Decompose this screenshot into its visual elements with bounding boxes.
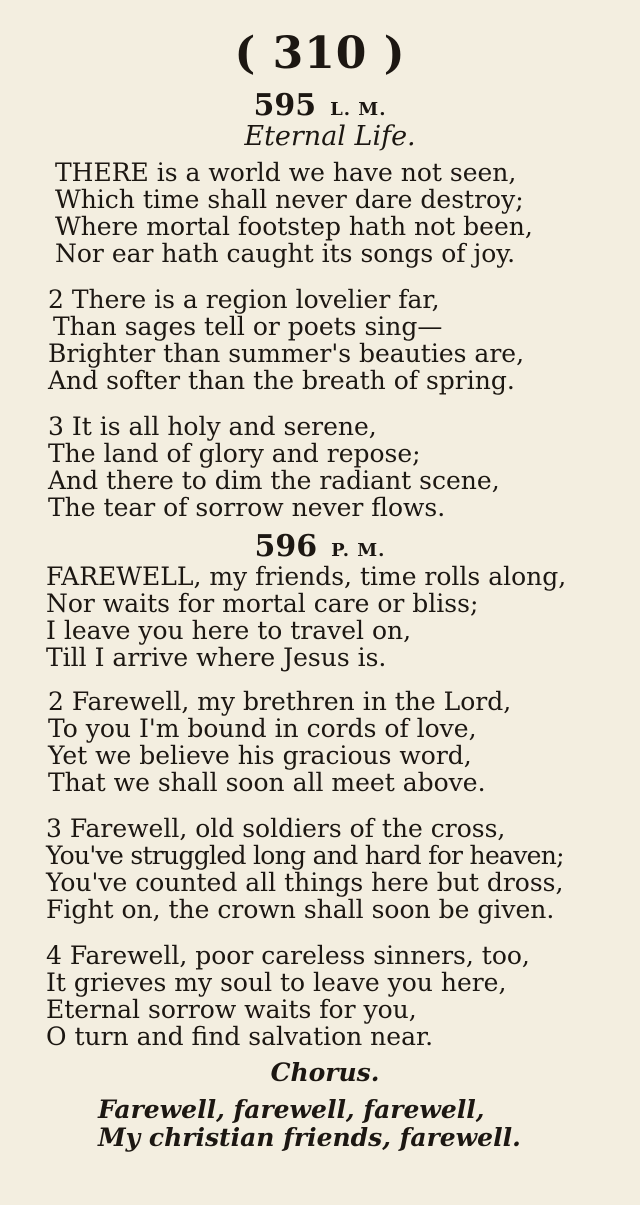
page-number: ( 310 ) (234, 28, 406, 79)
stanza-line: Nor waits for mortal care or bliss; (46, 589, 479, 618)
stanza-line: 3 Farewell, old soldiers of the cross, (46, 814, 506, 843)
stanza-line: 2 Farewell, my brethren in the Lord, (48, 687, 512, 716)
stanza-line: 2 There is a region lovelier far, (48, 285, 440, 314)
stanza-line: The land of glory and repose; (48, 439, 421, 468)
hymn-595-stanza-2 (48, 286, 628, 394)
stanza-line: 4 Farewell, poor careless sinners, too, (46, 941, 530, 970)
hymn-number: 595 (253, 88, 317, 123)
stanza-line: Which time shall never dare destroy; (55, 185, 524, 214)
stanza-line: And there to dim the radiant scene, (48, 466, 500, 495)
hymn-595-header (0, 88, 640, 123)
stanza-line: Brighter than summer's beauties are, (48, 339, 525, 368)
stanza-line: You've struggled long and hard for heaven; (46, 841, 564, 870)
hymn-596-stanza-4 (46, 942, 626, 1050)
stanza-line: Yet we believe his gracious word, (48, 741, 472, 770)
hymn-595-title: Eternal Life. (244, 121, 416, 152)
hymn-number: 596 (254, 529, 318, 564)
stanza-line: You've counted all things here but dross, (46, 868, 564, 897)
stanza-line: The tear of sorrow never flows. (48, 493, 446, 522)
chorus-line: My christian friends, farewell. (98, 1123, 521, 1152)
stanza-line: Till I arrive where Jesus is. (46, 643, 387, 672)
hymn-meter: L. M. (330, 99, 387, 120)
stanza-line: FAREWELL, my friends, time rolls along, (46, 562, 567, 591)
stanza-line: Than sages tell or poets sing— (53, 312, 443, 341)
stanza-line: THERE is a world we have not seen, (55, 158, 517, 187)
stanza-line: To you I'm bound in cords of love, (48, 714, 477, 743)
chorus (98, 1096, 618, 1152)
hymn-596-stanza-3 (46, 815, 626, 923)
stanza-line: 3 It is all holy and serene, (48, 412, 377, 441)
chorus-line: Farewell, farewell, farewell, (98, 1095, 485, 1124)
stanza-line: And softer than the breath of spring. (48, 366, 515, 395)
stanza-line: I leave you here to travel on, (46, 616, 412, 645)
stanza-line: That we shall soon all meet above. (48, 768, 486, 797)
stanza-line: Where mortal footstep hath not been, (55, 212, 533, 241)
hymn-596-stanza-1 (46, 563, 626, 671)
hymn-596-stanza-2 (48, 688, 628, 796)
chorus-label: Chorus. (270, 1058, 380, 1087)
stanza-line: O turn and find salvation near. (46, 1022, 434, 1051)
stanza-line: Eternal sorrow waits for you, (46, 995, 417, 1024)
hymn-595-stanza-3 (48, 413, 628, 521)
hymn-596-header (0, 529, 640, 564)
hymn-meter: P. M. (331, 540, 386, 561)
stanza-line: Nor ear hath caught its songs of joy. (55, 239, 516, 268)
stanza-line: It grieves my soul to leave you here, (46, 968, 507, 997)
stanza-line: Fight on, the crown shall soon be given. (46, 895, 555, 924)
hymn-595-stanza-1 (55, 159, 635, 267)
